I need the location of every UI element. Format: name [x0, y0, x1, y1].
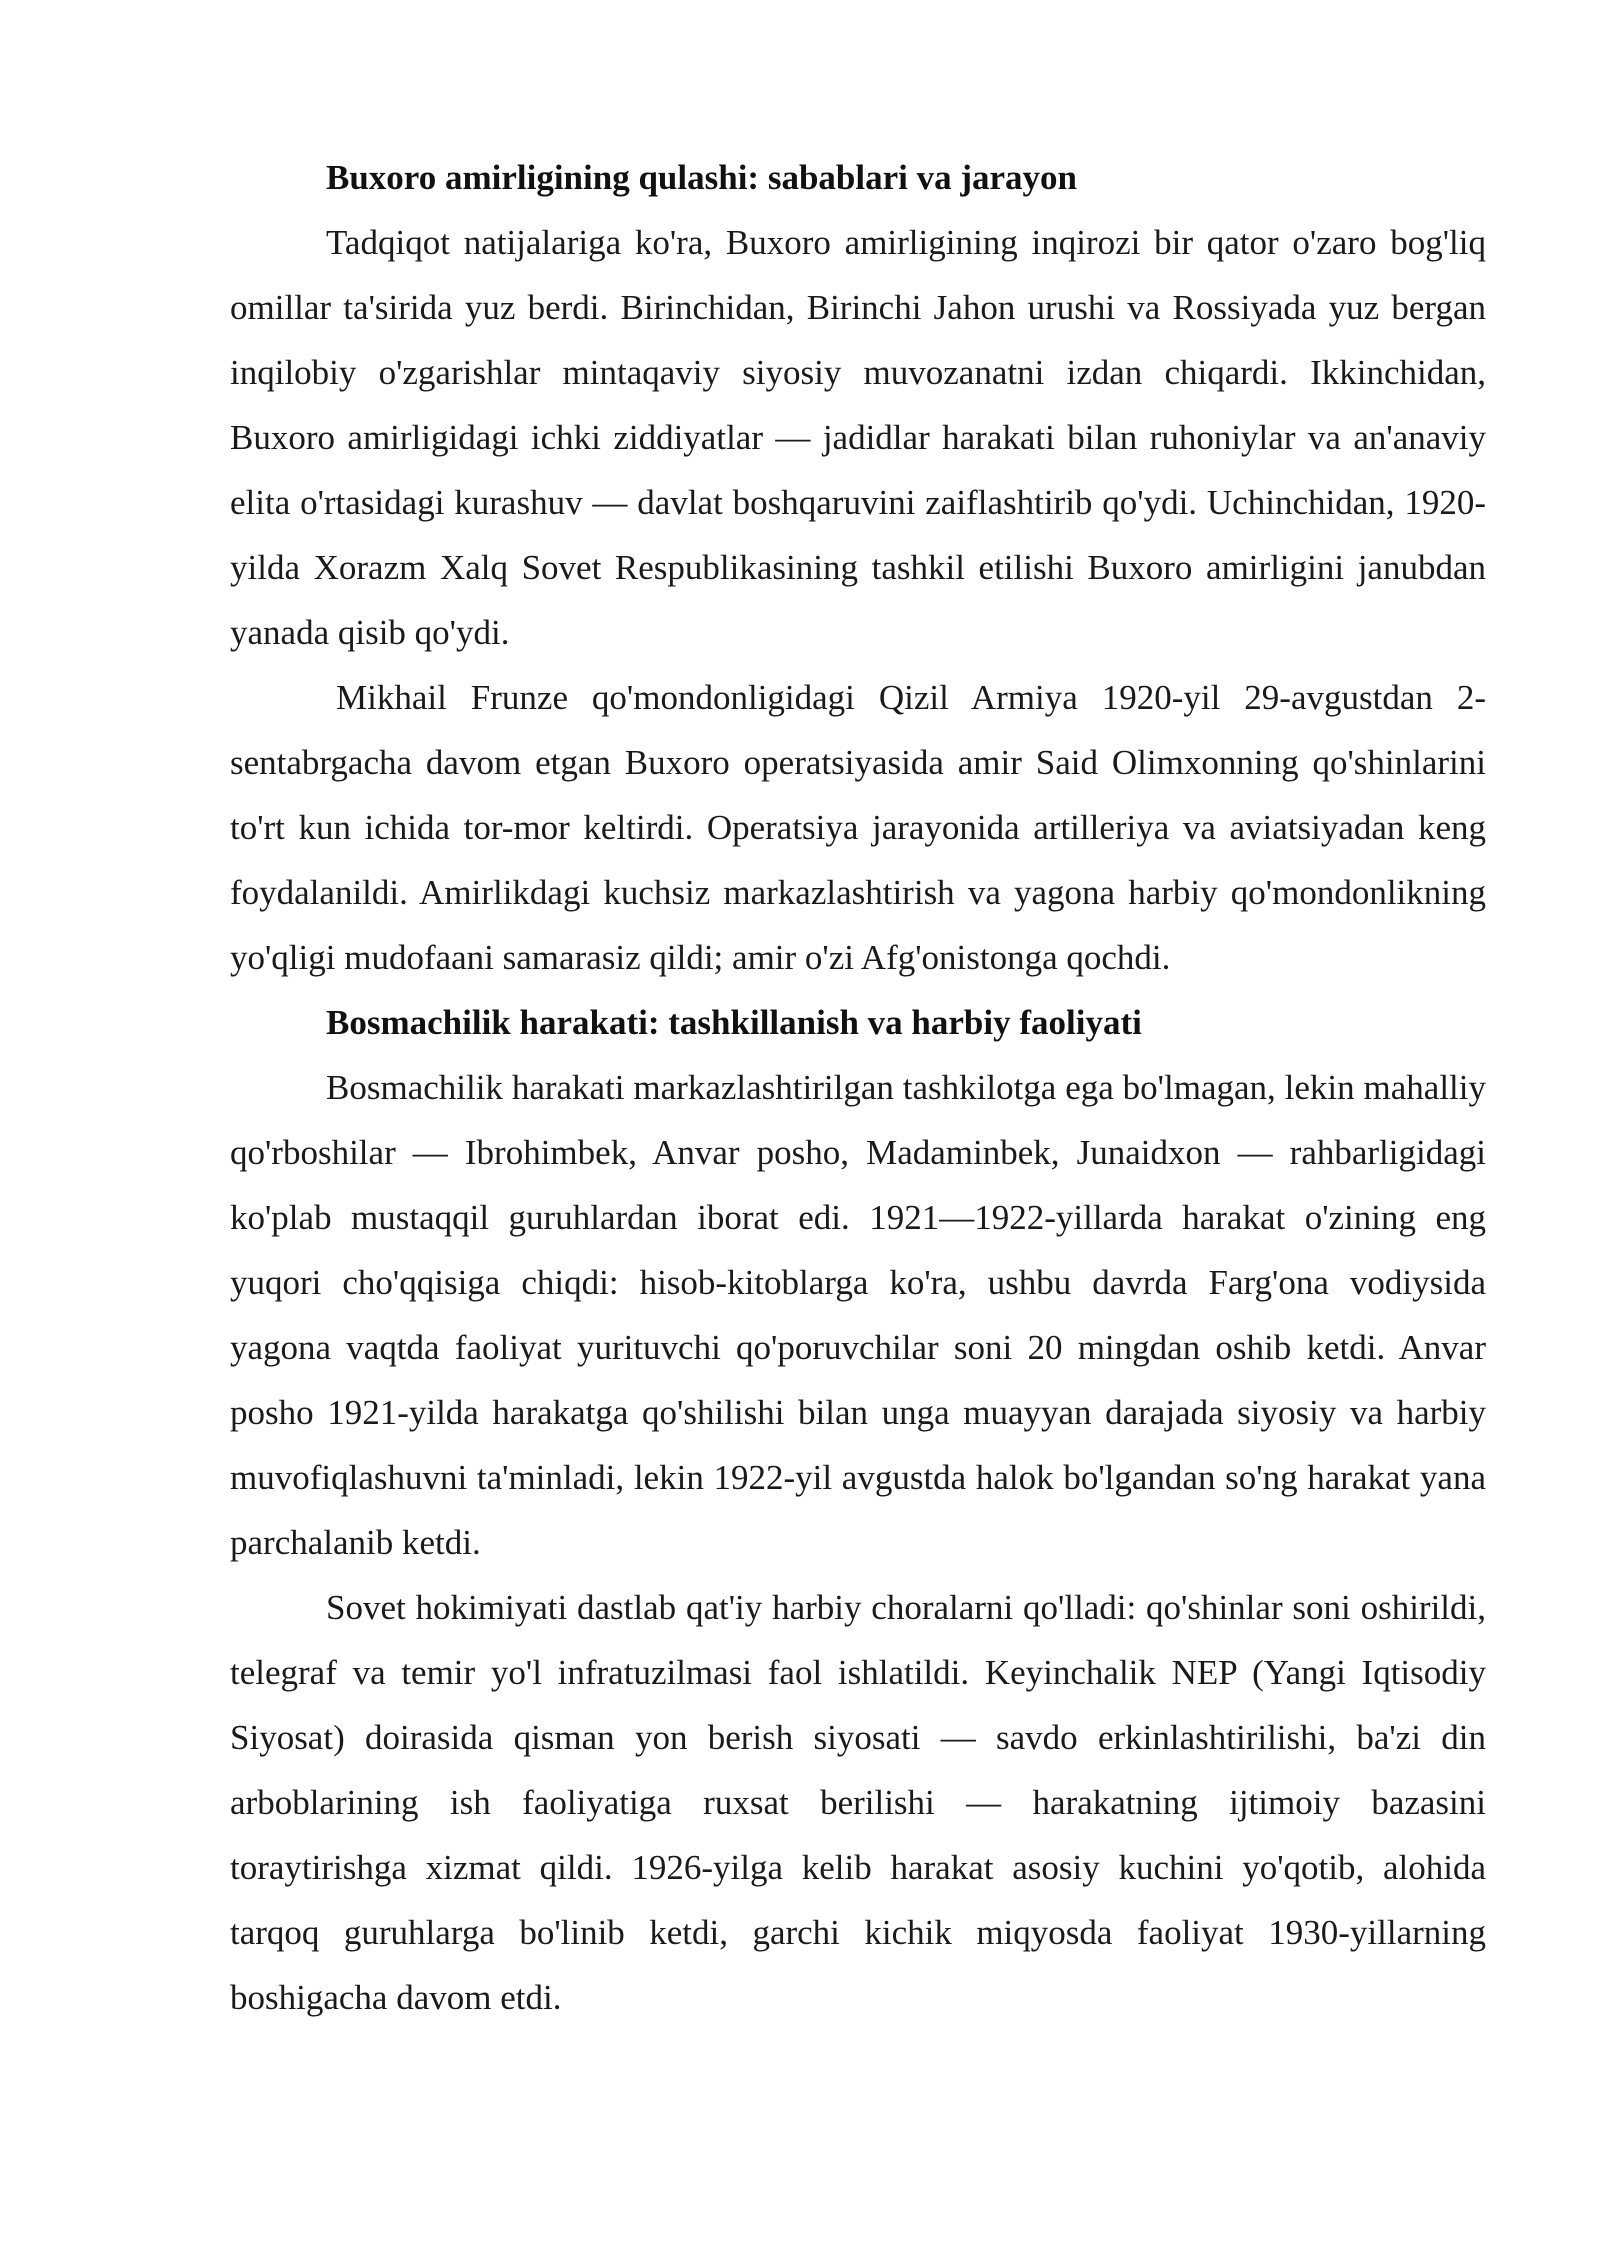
document-body	[230, 145, 1486, 2030]
paragraph-bukhara-operation: Mikhail Frunze qo'mondonligidagi Qizil Armiya 1920-yil 29-avgustdan 2-sentabrgacha davom etgan Buxoro operatsiyasida amir Said Olimxonning qo'shinlarini to'rt kun ichida tor-mor keltirdi. Operatsiya jarayonida artilleriya va aviatsiyadan keng foydalanildi. Amirlikdagi kuchsiz markazlashtirish va yagona harbiy qo'mondonlikning yo'qligi mudofaani samarasiz qildi; amir o'zi Afg'onistonga qochdi.	[230, 678, 1486, 977]
section-heading-bukhara-fall: Buxoro amirligining qulashi: sabablari va jarayon	[326, 158, 1078, 197]
paragraph-soviet-response: Sovet hokimiyati dastlab qat'iy harbiy choralarni qo'lladi: qo'shinlar soni oshirildi, telegraf va temir yo'l infratuzilmasi faol ishlatildi. Keyinchalik NEP (Yangi Iqtisodiy Siyosat) doirasida qisman yon berish siyosati — savdo erkinlashtirilishi, ba'zi din arboblarining ish faoliyatiga ruxsat berilishi — harakatning ijtimoiy bazasini toraytirishga xizmat qildi. 1926-yilga kelib harakat asosiy kuchini yo'qotib, alohida tarqoq guruhlarga bo'linib ketdi, garchi kichik miqyosda faoliyat 1930-yillarning boshigacha davom etdi.	[230, 1588, 1486, 2017]
paragraph-movement-organization: Bosmachilik harakati markazlashtirilgan tashkilotga ega bo'lmagan, lekin mahalliy qo'rboshilar — Ibrohimbek, Anvar posho, Madaminbek, Junaidxon — rahbarligidagi ko'plab mustaqqil guruhlardan iborat edi. 1921—1922-yillarda harakat o'zining eng yuqori cho'qqisiga chiqdi: hisob-kitoblarga ko'ra, ushbu davrda Farg'ona vodiysida yagona vaqtda faoliyat yurituvchi qo'poruvchilar soni 20 mingdan oshib ketdi. Anvar posho 1921-yilda harakatga qo'shilishi bilan unga muayyan darajada siyosiy va harbiy muvofiqlashuvni ta'minladi, lekin 1922-yil avgustda halok bo'lgandan so'ng harakat yana parchalanib ketdi.	[230, 1068, 1486, 1562]
paragraph-crisis-causes: Tadqiqot natijalariga ko'ra, Buxoro amirligining inqirozi bir qator o'zaro bog'liq omillar ta'sirida yuz berdi. Birinchidan, Birinchi Jahon urushi va Rossiyada yuz bergan inqilobiy o'zgarishlar mintaqaviy siyosiy muvozanatni izdan chiqardi. Ikkinchidan, Buxoro amirligidagi ichki ziddiyatlar — jadidlar harakati bilan ruhoniylar va an'anaviy elita o'rtasidagi kurashuv — davlat boshqaruvini zaiflashtirib qo'ydi. Uchinchidan, 1920-yilda Xorazm Xalq Sovet Respublikasining tashkil etilishi Buxoro amirligini janubdan yanada qisib qo'ydi.	[230, 223, 1486, 652]
section-heading-basmachi-movement: Bosmachilik harakati: tashkillanish va harbiy faoliyati	[326, 1003, 1142, 1042]
